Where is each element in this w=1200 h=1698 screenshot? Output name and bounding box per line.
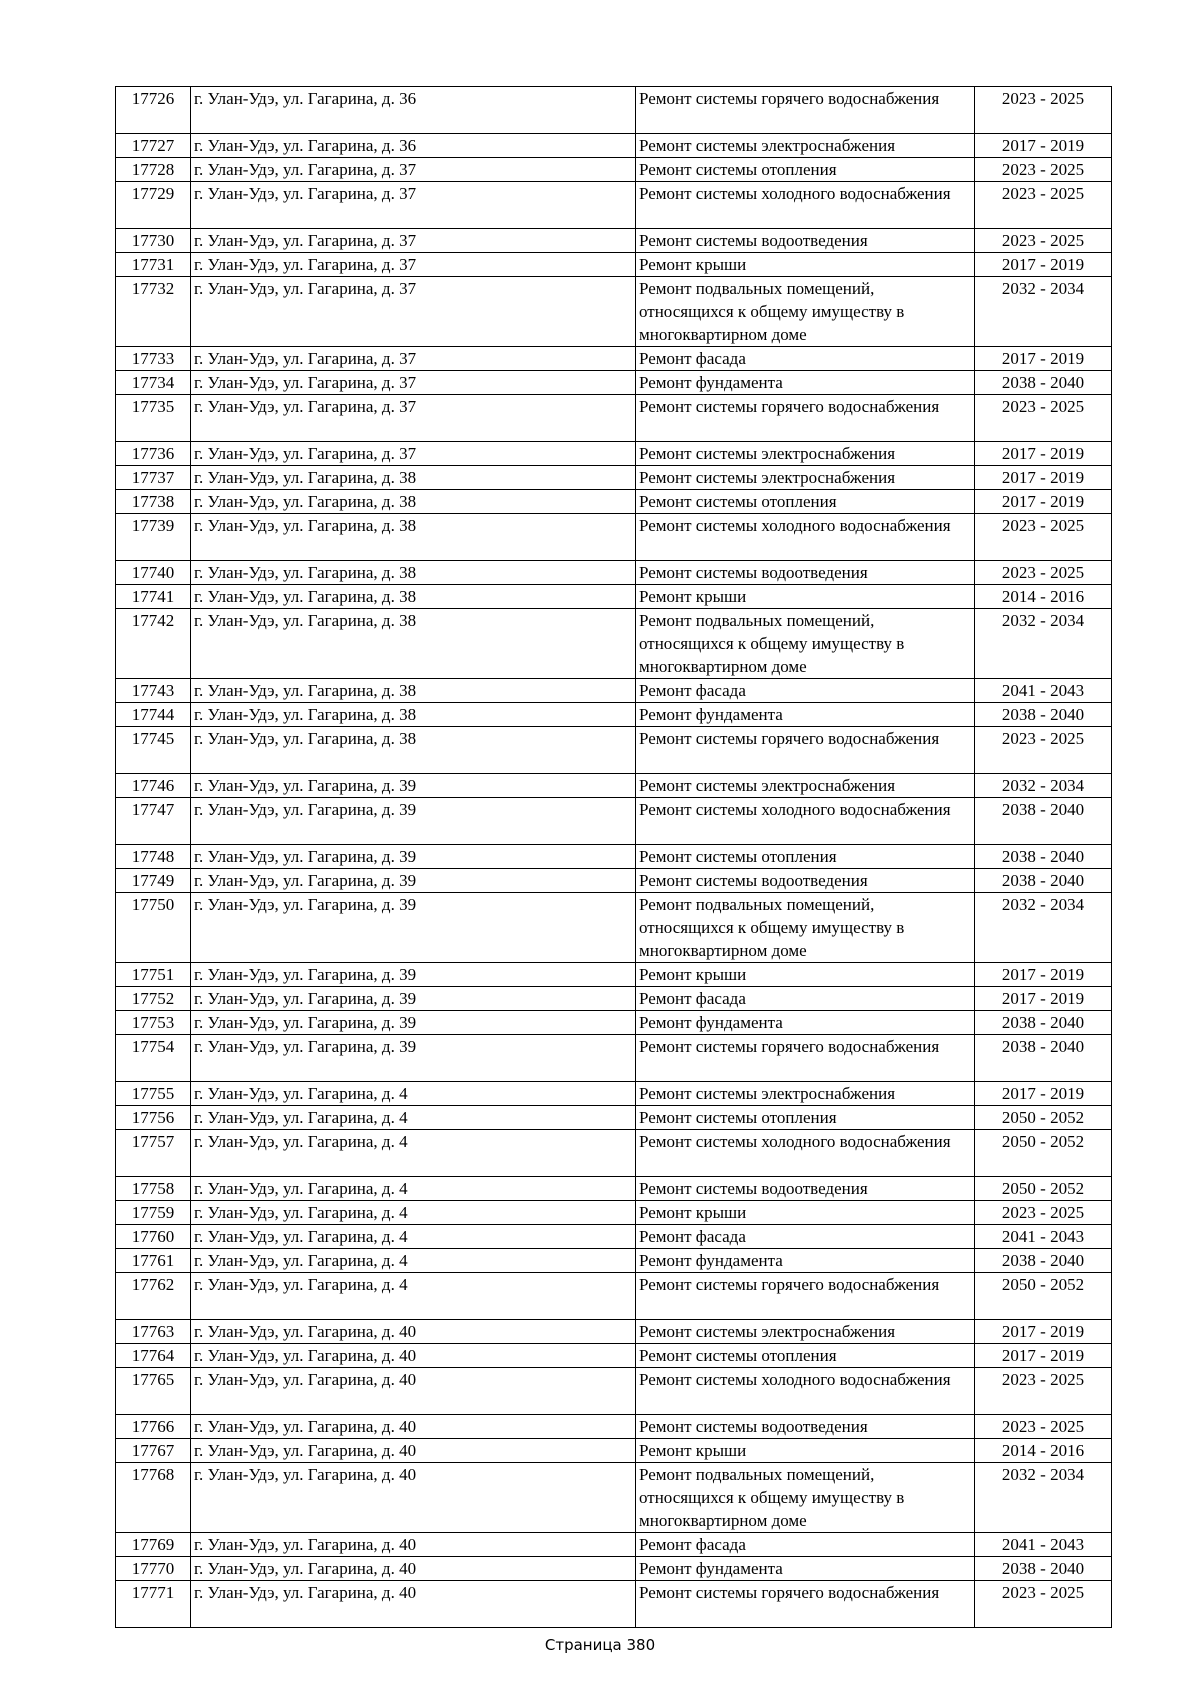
work-type-cell: Ремонт системы электроснабжения	[636, 134, 975, 158]
address-cell: г. Улан-Удэ, ул. Гагарина, д. 38	[191, 703, 636, 727]
address-cell: г. Улан-Удэ, ул. Гагарина, д. 36	[191, 134, 636, 158]
period-cell: 2017 - 2019	[975, 347, 1112, 371]
address-cell: г. Улан-Удэ, ул. Гагарина, д. 4	[191, 1201, 636, 1225]
table-row	[116, 395, 1112, 442]
table-row	[116, 490, 1112, 514]
row-number-cell: 17742	[116, 609, 191, 679]
row-number-cell: 17766	[116, 1415, 191, 1439]
work-type-cell: Ремонт системы холодного водоснабжения	[636, 798, 975, 845]
row-number-cell: 17753	[116, 1011, 191, 1035]
row-number-cell: 17747	[116, 798, 191, 845]
address-cell: г. Улан-Удэ, ул. Гагарина, д. 40	[191, 1320, 636, 1344]
address-cell: г. Улан-Удэ, ул. Гагарина, д. 4	[191, 1249, 636, 1273]
address-cell: г. Улан-Удэ, ул. Гагарина, д. 40	[191, 1463, 636, 1533]
address-cell: г. Улан-Удэ, ул. Гагарина, д. 37	[191, 442, 636, 466]
work-type-cell: Ремонт подвальных помещений, относящихся к общему имуществу в многоквартирном доме	[636, 277, 975, 347]
address-cell: г. Улан-Удэ, ул. Гагарина, д. 4	[191, 1130, 636, 1177]
address-cell: г. Улан-Удэ, ул. Гагарина, д. 4	[191, 1082, 636, 1106]
period-cell: 2017 - 2019	[975, 963, 1112, 987]
work-type-cell: Ремонт системы отопления	[636, 845, 975, 869]
address-cell: г. Улан-Удэ, ул. Гагарина, д. 39	[191, 963, 636, 987]
row-number-cell: 17744	[116, 703, 191, 727]
work-type-cell: Ремонт системы водоотведения	[636, 229, 975, 253]
period-cell: 2023 - 2025	[975, 727, 1112, 774]
period-cell: 2038 - 2040	[975, 845, 1112, 869]
work-type-cell: Ремонт подвальных помещений, относящихся к общему имуществу в многоквартирном доме	[636, 1463, 975, 1533]
row-number-cell: 17727	[116, 134, 191, 158]
work-type-cell: Ремонт системы электроснабжения	[636, 466, 975, 490]
work-type-cell: Ремонт системы холодного водоснабжения	[636, 182, 975, 229]
work-type-cell: Ремонт системы холодного водоснабжения	[636, 514, 975, 561]
address-cell: г. Улан-Удэ, ул. Гагарина, д. 4	[191, 1106, 636, 1130]
address-cell: г. Улан-Удэ, ул. Гагарина, д. 39	[191, 845, 636, 869]
table-row	[116, 1011, 1112, 1035]
row-number-cell: 17751	[116, 963, 191, 987]
period-cell: 2023 - 2025	[975, 1368, 1112, 1415]
work-type-cell: Ремонт системы холодного водоснабжения	[636, 1130, 975, 1177]
address-cell: г. Улан-Удэ, ул. Гагарина, д. 4	[191, 1177, 636, 1201]
period-cell: 2017 - 2019	[975, 1344, 1112, 1368]
row-number-cell: 17729	[116, 182, 191, 229]
address-cell: г. Улан-Удэ, ул. Гагарина, д. 40	[191, 1581, 636, 1628]
table-row	[116, 347, 1112, 371]
table-row	[116, 774, 1112, 798]
period-cell: 2017 - 2019	[975, 466, 1112, 490]
table-row	[116, 585, 1112, 609]
row-number-cell: 17730	[116, 229, 191, 253]
table-row	[116, 158, 1112, 182]
address-cell: г. Улан-Удэ, ул. Гагарина, д. 38	[191, 585, 636, 609]
work-type-cell: Ремонт системы электроснабжения	[636, 774, 975, 798]
row-number-cell: 17734	[116, 371, 191, 395]
table-row	[116, 1201, 1112, 1225]
work-type-cell: Ремонт системы электроснабжения	[636, 1320, 975, 1344]
table-row	[116, 963, 1112, 987]
row-number-cell: 17767	[116, 1439, 191, 1463]
work-type-cell: Ремонт системы электроснабжения	[636, 1082, 975, 1106]
period-cell: 2041 - 2043	[975, 679, 1112, 703]
address-cell: г. Улан-Удэ, ул. Гагарина, д. 38	[191, 561, 636, 585]
period-cell: 2038 - 2040	[975, 798, 1112, 845]
row-number-cell: 17741	[116, 585, 191, 609]
repair-schedule-table	[115, 86, 1112, 1628]
table-row	[116, 1320, 1112, 1344]
row-number-cell: 17737	[116, 466, 191, 490]
period-cell: 2017 - 2019	[975, 442, 1112, 466]
work-type-cell: Ремонт фундамента	[636, 1011, 975, 1035]
row-number-cell: 17748	[116, 845, 191, 869]
address-cell: г. Улан-Удэ, ул. Гагарина, д. 40	[191, 1557, 636, 1581]
table-row	[116, 134, 1112, 158]
row-number-cell: 17761	[116, 1249, 191, 1273]
table-row	[116, 1439, 1112, 1463]
table-row	[116, 253, 1112, 277]
work-type-cell: Ремонт фасада	[636, 1225, 975, 1249]
work-type-cell: Ремонт системы отопления	[636, 158, 975, 182]
work-type-cell: Ремонт системы горячего водоснабжения	[636, 1035, 975, 1082]
table-row	[116, 1581, 1112, 1628]
work-type-cell: Ремонт фундамента	[636, 703, 975, 727]
table-row	[116, 987, 1112, 1011]
period-cell: 2023 - 2025	[975, 561, 1112, 585]
period-cell: 2038 - 2040	[975, 371, 1112, 395]
period-cell: 2023 - 2025	[975, 229, 1112, 253]
row-number-cell: 17752	[116, 987, 191, 1011]
period-cell: 2032 - 2034	[975, 609, 1112, 679]
table-row	[116, 87, 1112, 134]
row-number-cell: 17736	[116, 442, 191, 466]
period-cell: 2014 - 2016	[975, 585, 1112, 609]
table-row	[116, 1106, 1112, 1130]
address-cell: г. Улан-Удэ, ул. Гагарина, д. 37	[191, 229, 636, 253]
row-number-cell: 17738	[116, 490, 191, 514]
work-type-cell: Ремонт фасада	[636, 1533, 975, 1557]
address-cell: г. Улан-Удэ, ул. Гагарина, д. 40	[191, 1368, 636, 1415]
table-row	[116, 1035, 1112, 1082]
address-cell: г. Улан-Удэ, ул. Гагарина, д. 37	[191, 395, 636, 442]
table-row	[116, 1344, 1112, 1368]
row-number-cell: 17763	[116, 1320, 191, 1344]
table-row	[116, 1225, 1112, 1249]
address-cell: г. Улан-Удэ, ул. Гагарина, д. 37	[191, 253, 636, 277]
period-cell: 2017 - 2019	[975, 1082, 1112, 1106]
table-row	[116, 229, 1112, 253]
period-cell: 2038 - 2040	[975, 703, 1112, 727]
address-cell: г. Улан-Удэ, ул. Гагарина, д. 40	[191, 1415, 636, 1439]
row-number-cell: 17770	[116, 1557, 191, 1581]
row-number-cell: 17750	[116, 893, 191, 963]
address-cell: г. Улан-Удэ, ул. Гагарина, д. 38	[191, 679, 636, 703]
work-type-cell: Ремонт фасада	[636, 679, 975, 703]
row-number-cell: 17756	[116, 1106, 191, 1130]
table-row	[116, 182, 1112, 229]
work-type-cell: Ремонт фундамента	[636, 371, 975, 395]
row-number-cell: 17757	[116, 1130, 191, 1177]
row-number-cell: 17760	[116, 1225, 191, 1249]
table-row	[116, 1463, 1112, 1533]
table-row	[116, 727, 1112, 774]
table-row	[116, 845, 1112, 869]
table-row	[116, 1249, 1112, 1273]
row-number-cell: 17746	[116, 774, 191, 798]
work-type-cell: Ремонт системы водоотведения	[636, 1415, 975, 1439]
address-cell: г. Улан-Удэ, ул. Гагарина, д. 38	[191, 609, 636, 679]
period-cell: 2017 - 2019	[975, 987, 1112, 1011]
work-type-cell: Ремонт подвальных помещений, относящихся к общему имуществу в многоквартирном доме	[636, 893, 975, 963]
row-number-cell: 17743	[116, 679, 191, 703]
address-cell: г. Улан-Удэ, ул. Гагарина, д. 40	[191, 1439, 636, 1463]
period-cell: 2017 - 2019	[975, 253, 1112, 277]
table-row	[116, 514, 1112, 561]
table-row	[116, 893, 1112, 963]
period-cell: 2041 - 2043	[975, 1533, 1112, 1557]
period-cell: 2023 - 2025	[975, 1581, 1112, 1628]
row-number-cell: 17726	[116, 87, 191, 134]
address-cell: г. Улан-Удэ, ул. Гагарина, д. 39	[191, 798, 636, 845]
period-cell: 2032 - 2034	[975, 774, 1112, 798]
table-row	[116, 561, 1112, 585]
period-cell: 2032 - 2034	[975, 277, 1112, 347]
row-number-cell: 17768	[116, 1463, 191, 1533]
work-type-cell: Ремонт системы отопления	[636, 1106, 975, 1130]
period-cell: 2014 - 2016	[975, 1439, 1112, 1463]
period-cell: 2017 - 2019	[975, 1320, 1112, 1344]
work-type-cell: Ремонт фасада	[636, 347, 975, 371]
address-cell: г. Улан-Удэ, ул. Гагарина, д. 39	[191, 1011, 636, 1035]
address-cell: г. Улан-Удэ, ул. Гагарина, д. 37	[191, 277, 636, 347]
address-cell: г. Улан-Удэ, ул. Гагарина, д. 4	[191, 1273, 636, 1320]
period-cell: 2050 - 2052	[975, 1273, 1112, 1320]
row-number-cell: 17745	[116, 727, 191, 774]
work-type-cell: Ремонт системы водоотведения	[636, 561, 975, 585]
address-cell: г. Улан-Удэ, ул. Гагарина, д. 38	[191, 490, 636, 514]
row-number-cell: 17733	[116, 347, 191, 371]
work-type-cell: Ремонт крыши	[636, 585, 975, 609]
period-cell: 2023 - 2025	[975, 1201, 1112, 1225]
row-number-cell: 17749	[116, 869, 191, 893]
period-cell: 2050 - 2052	[975, 1177, 1112, 1201]
table-row	[116, 1368, 1112, 1415]
address-cell: г. Улан-Удэ, ул. Гагарина, д. 39	[191, 774, 636, 798]
table-row	[116, 703, 1112, 727]
period-cell: 2023 - 2025	[975, 87, 1112, 134]
row-number-cell: 17765	[116, 1368, 191, 1415]
table-row	[116, 679, 1112, 703]
table-row	[116, 1273, 1112, 1320]
period-cell: 2038 - 2040	[975, 1249, 1112, 1273]
work-type-cell: Ремонт системы горячего водоснабжения	[636, 87, 975, 134]
row-number-cell: 17739	[116, 514, 191, 561]
period-cell: 2038 - 2040	[975, 1035, 1112, 1082]
address-cell: г. Улан-Удэ, ул. Гагарина, д. 36	[191, 87, 636, 134]
address-cell: г. Улан-Удэ, ул. Гагарина, д. 40	[191, 1344, 636, 1368]
address-cell: г. Улан-Удэ, ул. Гагарина, д. 39	[191, 1035, 636, 1082]
row-number-cell: 17769	[116, 1533, 191, 1557]
row-number-cell: 17754	[116, 1035, 191, 1082]
address-cell: г. Улан-Удэ, ул. Гагарина, д. 40	[191, 1533, 636, 1557]
period-cell: 2017 - 2019	[975, 134, 1112, 158]
table-row	[116, 1533, 1112, 1557]
address-cell: г. Улан-Удэ, ул. Гагарина, д. 39	[191, 987, 636, 1011]
work-type-cell: Ремонт крыши	[636, 1201, 975, 1225]
work-type-cell: Ремонт системы отопления	[636, 490, 975, 514]
work-type-cell: Ремонт крыши	[636, 963, 975, 987]
period-cell: 2023 - 2025	[975, 395, 1112, 442]
address-cell: г. Улан-Удэ, ул. Гагарина, д. 37	[191, 347, 636, 371]
period-cell: 2038 - 2040	[975, 869, 1112, 893]
table-row	[116, 442, 1112, 466]
address-cell: г. Улан-Удэ, ул. Гагарина, д. 39	[191, 893, 636, 963]
work-type-cell: Ремонт фундамента	[636, 1249, 975, 1273]
period-cell: 2023 - 2025	[975, 514, 1112, 561]
period-cell: 2032 - 2034	[975, 893, 1112, 963]
address-cell: г. Улан-Удэ, ул. Гагарина, д. 37	[191, 158, 636, 182]
work-type-cell: Ремонт системы отопления	[636, 1344, 975, 1368]
row-number-cell: 17740	[116, 561, 191, 585]
row-number-cell: 17735	[116, 395, 191, 442]
work-type-cell: Ремонт крыши	[636, 1439, 975, 1463]
work-type-cell: Ремонт фундамента	[636, 1557, 975, 1581]
period-cell: 2032 - 2034	[975, 1463, 1112, 1533]
table-row	[116, 869, 1112, 893]
table-row	[116, 1557, 1112, 1581]
work-type-cell: Ремонт системы горячего водоснабжения	[636, 395, 975, 442]
row-number-cell: 17771	[116, 1581, 191, 1628]
period-cell: 2023 - 2025	[975, 158, 1112, 182]
address-cell: г. Улан-Удэ, ул. Гагарина, д. 38	[191, 466, 636, 490]
address-cell: г. Улан-Удэ, ул. Гагарина, д. 37	[191, 371, 636, 395]
row-number-cell: 17728	[116, 158, 191, 182]
table-row	[116, 798, 1112, 845]
work-type-cell: Ремонт системы электроснабжения	[636, 442, 975, 466]
address-cell: г. Улан-Удэ, ул. Гагарина, д. 38	[191, 727, 636, 774]
table-row	[116, 609, 1112, 679]
work-type-cell: Ремонт фасада	[636, 987, 975, 1011]
period-cell: 2041 - 2043	[975, 1225, 1112, 1249]
address-cell: г. Улан-Удэ, ул. Гагарина, д. 38	[191, 514, 636, 561]
row-number-cell: 17762	[116, 1273, 191, 1320]
row-number-cell: 17731	[116, 253, 191, 277]
period-cell: 2023 - 2025	[975, 1415, 1112, 1439]
work-type-cell: Ремонт системы водоотведения	[636, 869, 975, 893]
page-number: Страница 380	[544, 1636, 656, 1654]
table-row	[116, 1130, 1112, 1177]
work-type-cell: Ремонт подвальных помещений, относящихся к общему имуществу в многоквартирном доме	[636, 609, 975, 679]
work-type-cell: Ремонт системы горячего водоснабжения	[636, 1581, 975, 1628]
table-row	[116, 277, 1112, 347]
row-number-cell: 17759	[116, 1201, 191, 1225]
table-row	[116, 1415, 1112, 1439]
work-type-cell: Ремонт крыши	[636, 253, 975, 277]
period-cell: 2050 - 2052	[975, 1106, 1112, 1130]
work-type-cell: Ремонт системы водоотведения	[636, 1177, 975, 1201]
work-type-cell: Ремонт системы холодного водоснабжения	[636, 1368, 975, 1415]
row-number-cell: 17764	[116, 1344, 191, 1368]
period-cell: 2050 - 2052	[975, 1130, 1112, 1177]
address-cell: г. Улан-Удэ, ул. Гагарина, д. 4	[191, 1225, 636, 1249]
table-row	[116, 1082, 1112, 1106]
table-row	[116, 1177, 1112, 1201]
period-cell: 2017 - 2019	[975, 490, 1112, 514]
table-row	[116, 466, 1112, 490]
row-number-cell: 17755	[116, 1082, 191, 1106]
period-cell: 2038 - 2040	[975, 1011, 1112, 1035]
table-body	[116, 87, 1112, 1628]
work-type-cell: Ремонт системы горячего водоснабжения	[636, 1273, 975, 1320]
address-cell: г. Улан-Удэ, ул. Гагарина, д. 39	[191, 869, 636, 893]
row-number-cell: 17732	[116, 277, 191, 347]
table-row	[116, 371, 1112, 395]
work-type-cell: Ремонт системы горячего водоснабжения	[636, 727, 975, 774]
period-cell: 2023 - 2025	[975, 182, 1112, 229]
address-cell: г. Улан-Удэ, ул. Гагарина, д. 37	[191, 182, 636, 229]
row-number-cell: 17758	[116, 1177, 191, 1201]
period-cell: 2038 - 2040	[975, 1557, 1112, 1581]
